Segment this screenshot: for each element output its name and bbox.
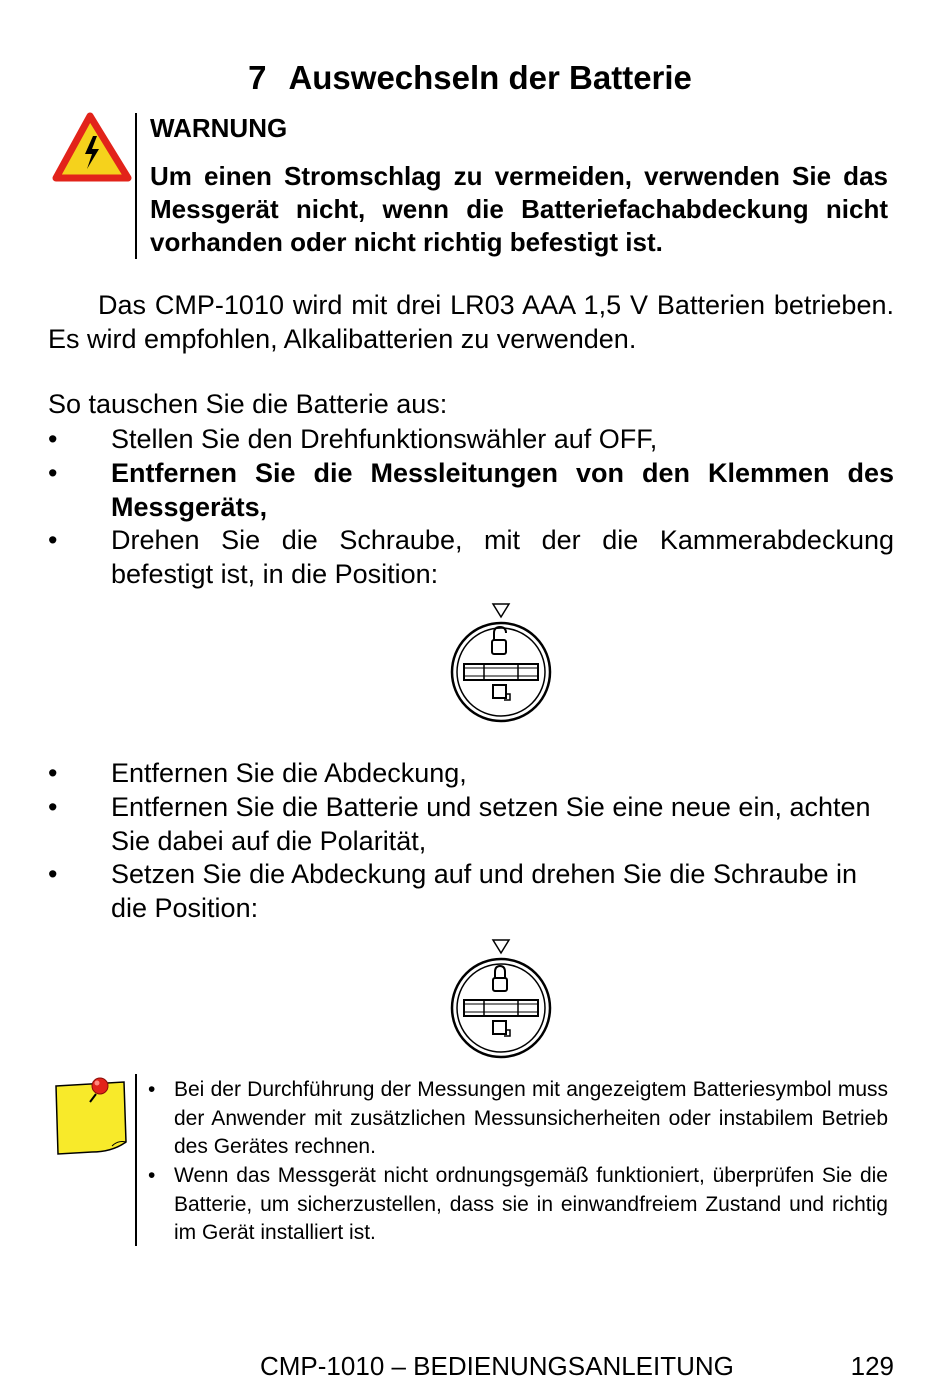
note-text: Bei der Durchführung der Messungen mit angezeigtem Batteriesymbol muss der Anwender mit zusätzlichen Messunsicherheiten oder instabilem Betrieb des Gerätes rechnen. — [174, 1078, 888, 1158]
warning-heading: WARNUNG — [150, 113, 288, 143]
step-text: Stellen Sie den Drehfunktionswähler auf OFF, — [111, 424, 658, 454]
screw-unlocked-position-icon — [448, 602, 554, 731]
screw-locked-position-icon — [448, 938, 554, 1067]
bullet-symbol: • — [148, 1078, 156, 1101]
section-title-text: Auswechseln der Batterie — [288, 59, 692, 96]
bullet-symbol: • — [48, 458, 58, 488]
section-title — [0, 58, 940, 98]
bullet-symbol: • — [148, 1164, 156, 1187]
note-text: Wenn das Messgerät nicht ordnungsgemäß funktioniert, überprüfen Sie die Batterie, um sicherzustellen, dass sie in einwandfreiem Zustand und richtig im Gerät installiert ist. — [174, 1164, 888, 1244]
bullet-symbol: • — [48, 525, 58, 555]
note-divider — [135, 1074, 137, 1246]
electric-shock-warning-icon — [52, 112, 132, 184]
steps-heading: So tauschen Sie die Batterie aus: — [48, 389, 448, 419]
step-text: Entfernen Sie die Batterie und setzen Sie eine neue ein, achten Sie dabei auf die Polarität, — [111, 792, 871, 856]
warning-divider — [135, 113, 137, 259]
page-number: 129 — [850, 1351, 894, 1381]
warning-text: Um einen Stromschlag zu vermeiden, verwenden Sie das Messgerät nicht, wenn die Batteriefachabdeckung nicht vorhanden oder nicht richtig befestigt ist. — [150, 161, 888, 257]
step-text: Entfernen Sie die Abdeckung, — [111, 758, 467, 788]
bullet-symbol: • — [48, 859, 58, 889]
bullet-symbol: • — [48, 424, 58, 454]
step-text: Entfernen Sie die Messleitungen von den Klemmen des Messgeräts, — [111, 458, 894, 522]
bullet-symbol: • — [48, 792, 58, 822]
bullet-symbol: • — [48, 758, 58, 788]
intro-paragraph: Das CMP-1010 wird mit drei LR03 AAA 1,5 V Batterien betrieben. Es wird empfohlen, Alkalibatterien zu verwenden. — [48, 290, 894, 354]
step-text: Setzen Sie die Abdeckung auf und drehen Sie die Schraube in die Position: — [111, 859, 858, 923]
footer-title: CMP-1010 – BEDIENUNGSANLEITUNG — [260, 1351, 734, 1381]
step-text: Drehen Sie die Schraube, mit der die Kammerabdeckung befestigt ist, in die Position: — [111, 525, 894, 589]
pinned-note-icon — [52, 1072, 132, 1158]
section-number: 7 — [248, 59, 267, 96]
